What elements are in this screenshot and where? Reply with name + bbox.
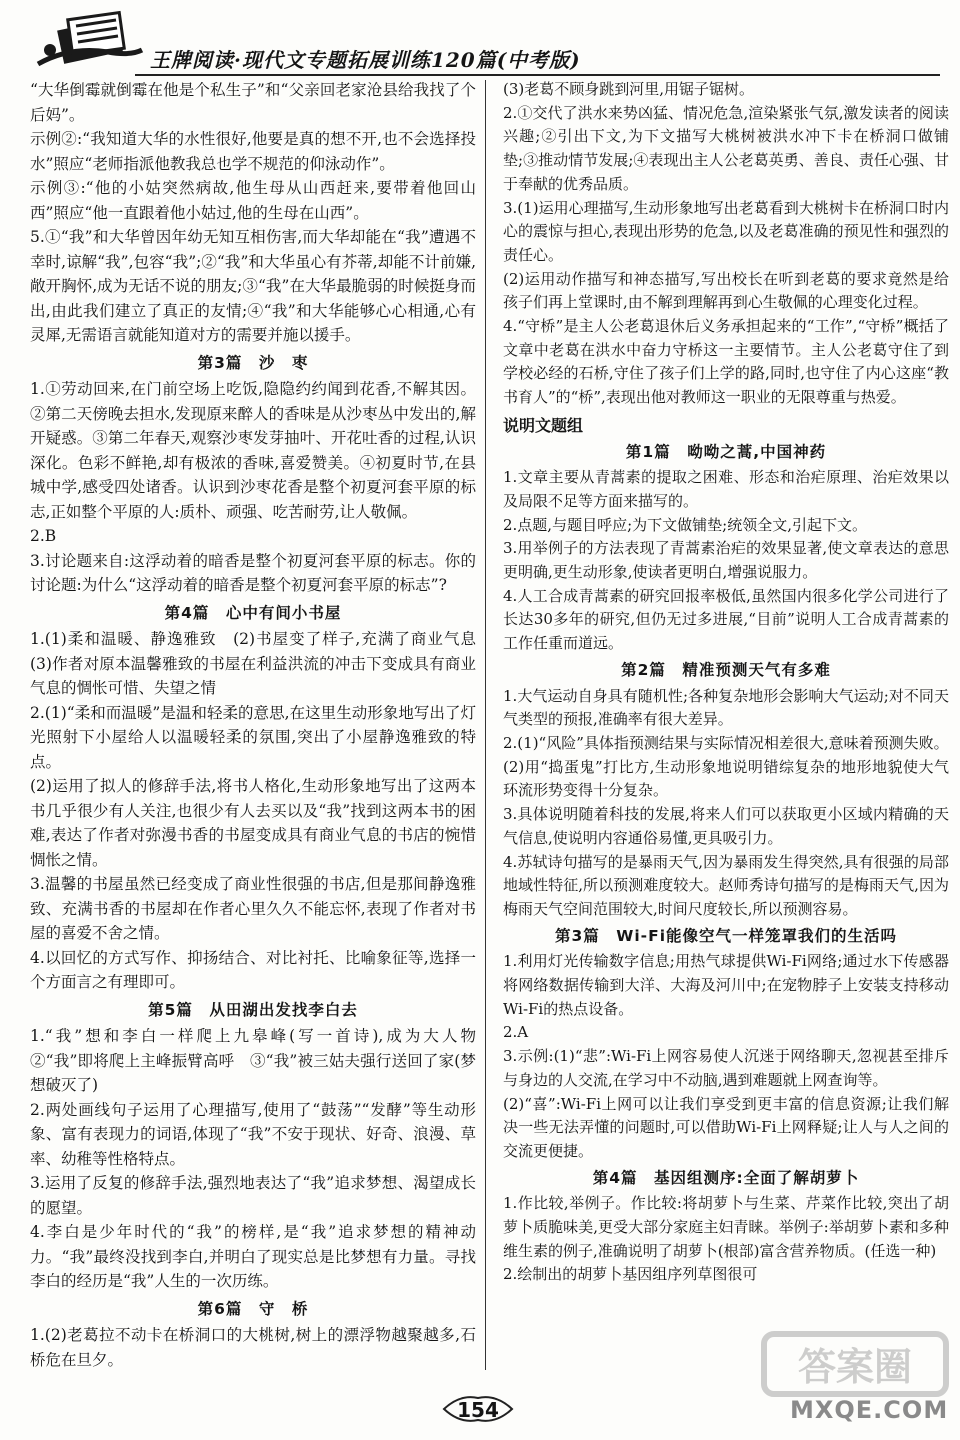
section-title: 第3篇 Wi-Fi能像空气一样笼罩我们的生活吗 <box>554 926 898 945</box>
watermark-text: MXQE.COM <box>790 1396 949 1424</box>
answer-paragraph: 1.(2)老葛拉不动卡在桥洞口的大桃树,树上的漂浮物越聚越多,石桥危在旦夕。 <box>30 1326 476 1369</box>
answer-paragraph: 2.①交代了洪水来势凶猛、情况危急,渲染紧张气氛,激发读者的阅读兴趣;②引出下文,为下文描写大桃树被洪水冲下卡在桥洞口做铺垫;③推动情节发展;④表现出主人公老葛英勇、善良、责任心强、甘于奉献的优秀品质。 <box>503 103 949 193</box>
page-number: 154 <box>457 1398 499 1422</box>
section-title: 第1篇 呦呦之蒿,中国神药 <box>625 442 827 461</box>
answer-paragraph: 1.文章主要从青蒿素的提取之困难、形态和治疟原理、治疟效果以及局限不足等方面来描写的。 <box>503 468 949 510</box>
answer-paragraph: 3.运用了反复的修辞手法,强烈地表达了“我”追求梦想、渴望成长的愿望。 <box>30 1174 476 1217</box>
answer-paragraph: 4.“守桥”是主人公老葛退休后义务承担起来的“工作”,“守桥”概括了文章中老葛在洪水中奋力守桥这一主要情节。主人公老葛守住了到学校必经的石桥,守住了孩子们上学的路,同时,也守住了内心这座“教书育人”的“桥”,表现出他对教师这一职业的无限尊重与热爱。 <box>503 317 949 407</box>
header-rule <box>135 74 940 76</box>
answer-paragraph: 3.(1)运用心理描写,生动形象地写出老葛看到大桃树卡在桥洞口时内心的震惊与担心,表现出形势的危急,以及老葛准确的预见性和强烈的责任心。 <box>503 198 949 264</box>
answer-paragraph: 3.温馨的书屋虽然已经变成了商业性很强的书店,但是那间静逸雅致、充满书香的书屋却在作者心里久久不能忘怀,表现了作者对书屋的喜爱不舍之情。 <box>30 875 476 942</box>
answer-paragraph: 5.①“我”和大华曾因年幼无知互相伤害,而大华却能在“我”遭遇不幸时,谅解“我”,包容“我”;②“我”和大华虽心有芥蒂,却能不计前嫌,敞开胸怀,成为无话不说的朋友;③“我”在大华最脆弱的时候挺身而出,由此我们建立了真正的友情;④“我”和大华能够心心相通,心有灵犀,无需语言就能知道对方的需要并施以援手。 <box>30 228 476 344</box>
answer-paragraph: 1.“我”想和李白一样爬上九皋峰(写一首诗),成为大人物 ②“我”即将爬上主峰振臂高呼 ③“我”被三姑夫强行送回了家(梦想破灭了) <box>30 1027 492 1094</box>
answer-paragraph: 1.(1)柔和温暖、静逸雅致 (2)书屋变了样子,充满了商业气息 (3)作者对原本温馨雅致的书屋在利益洪流的冲击下变成具有商业气息的惆怅可惜、失望之情 <box>30 630 492 697</box>
answer-paragraph: 3.用举例子的方法表现了青蒿素治疟的效果显著,使文章表达的意思更明确,更生动形象,使读者更明白,增强说服力。 <box>503 539 949 582</box>
group-title: 说明文题组 <box>503 415 584 435</box>
answer-paragraph: (2)用“捣蛋鬼”打比方,生动形象地说明错综复杂的地形地貌使大气环流形势变得十分复杂。 <box>503 757 949 800</box>
page-header <box>0 0 960 78</box>
column-divider <box>485 80 486 1370</box>
answer-paragraph: 2.(1)“风险”具体指预测结果与实际情况相差很大,意味着预测失败。 <box>503 733 949 752</box>
book-logo-icon <box>30 6 148 72</box>
answer-paragraph: 4.李白是少年时代的“我”的榜样,是“我”追求梦想的精神动力。“我”最终没找到李白,并明白了现实总是比梦想有力量。寻找李白的经历是“我”人生的一次历练。 <box>30 1223 476 1290</box>
answer-paragraph: 3.具体说明随着科技的发展,将来人们可以获取更小区域内精确的天气信息,使说明内容通俗易懂,更具吸引力。 <box>503 805 949 847</box>
header-title: 王牌阅读·现代文专题拓展训练120篇(中考版) <box>150 48 581 72</box>
watermark-label: 答案圈 <box>797 1345 913 1389</box>
answer-paragraph: 2.(1)“柔和而温暖”是温和轻柔的意思,在这里生动形象地写出了灯光照射下小屋给人以温暖轻柔的氛围,突出了小屋静逸雅致的特点。 <box>30 703 476 771</box>
section-title: 第5篇 从田湖出发找李白去 <box>148 1000 358 1019</box>
answer-paragraph: 示例③:“他的小姑突然病故,他生母从山西赶来,要带着他回山西”照应“他一直跟着他小姑过,他的生母在山西”。 <box>30 179 476 222</box>
answer-paragraph: 示例②:“我知道大华的水性很好,他要是真的想不开,也不会选择投水”照应“老师指派他教我总也学不规范的仰泳动作”。 <box>30 130 476 173</box>
answer-paragraph: 4.人工合成青蒿素的研究回报率极低,虽然国内很多化学公司进行了长达30多年的研究,但仍无过多进展,“目前”说明人工合成青蒿素的工作任重而道远。 <box>503 586 949 653</box>
answer-paragraph: 2.B <box>30 527 57 545</box>
section-title: 第4篇 心中有间小书屋 <box>164 603 342 622</box>
answer-paragraph: 1.大气运动自身具有随机性;各种复杂地形会影响大气运动;对不同天气类型的预报,准确率有很大差异。 <box>503 686 949 729</box>
answer-paragraph: 3.讨论题来自:这浮动着的暗香是整个初夏河套平原的标志。你的讨论题:为什么“这浮动着的暗香是整个初夏河套平原的标志”? <box>30 551 476 594</box>
section-title: 第2篇 精准预测天气有多难 <box>621 660 831 679</box>
answer-paragraph: 4.以回忆的方式写作、抑扬结合、对比衬托、比喻象征等,选择一个方面言之有理即可。 <box>30 948 476 991</box>
section-title: 第6篇 守 桥 <box>197 1299 309 1318</box>
answer-paragraph: “大华倒霉就倒霉在他是个私生子”和“父亲回老家沧县给我找了个后妈”。 <box>30 81 476 124</box>
section-title: 第4篇 基因组测序:全面了解胡萝卜 <box>592 1168 860 1187</box>
answer-paragraph: 2.点题,与题目呼应;为下文做铺垫;统领全文,引起下文。 <box>503 515 867 534</box>
answer-paragraph: (2)运用动作描写和神态描写,写出校长在听到老葛的要求竟然是给孩子们再上堂课时,由不解到理解再到心生敬佩的心理变化过程。 <box>503 269 949 312</box>
answer-paragraph: 1.作比较,举例子。作比较:将胡萝卜与生菜、芹菜作比较,突出了胡萝卜质脆味美,更受大部分家庭主妇青睐。举例子:举胡萝卜素和多种维生素的例子,准确说明了胡萝卜(根部)富含营养物质。(任选一种) <box>503 1194 949 1260</box>
answer-paragraph: 1.利用灯光传输数字信息;用热气球提供Wi-Fi网络;通过水下传感器将网络数据传输到大洋、大海及河川中;在宠物脖子上安装支持移动Wi-Fi的热点设备。 <box>503 952 949 1018</box>
answer-paragraph: 2.A <box>503 1023 529 1042</box>
right-column <box>503 78 949 1287</box>
answer-paragraph: 4.苏轼诗句描写的是暴雨天气,因为暴雨发生得突然,具有很强的局部地域性特征,所以预测难度较大。赵师秀诗句描写的是梅雨天气,因为梅雨天气空间范围较大,时间尺度较长,所以预测容易。 <box>503 852 949 918</box>
answer-paragraph: (2)运用了拟人的修辞手法,将书人格化,生动形象地写出了这两本书几乎很少有人关注,也很少有人去买以及“我”找到这两本书的困难,表达了作者对弥漫书香的书屋变成具有商业气息的书店的惋惜惆怅之情。 <box>30 777 476 869</box>
answer-paragraph: 2.两处画线句子运用了心理描写,使用了“鼓荡”“发酵”等生动形象、富有表现力的词语,体现了“我”不安于现状、好奇、浪漫、草率、幼稚等性格特点。 <box>30 1100 476 1168</box>
answer-paragraph: 3.示例:(1)“悲”:Wi-Fi上网容易使人沉迷于网络聊天,忽视甚至排斥与身边的人交流,在学习中不动脑,遇到难题就上网查询等。 <box>503 1047 949 1089</box>
answer-paragraph: (2)“喜”:Wi-Fi上网可以让我们享受到更丰富的信息资源;让我们解决一些无法弄懂的问题时,可以借助Wi-Fi上网释疑;让人与人之间的交流更便捷。 <box>503 1094 949 1160</box>
answer-paragraph: 1.①劳动回来,在门前空场上吃饭,隐隐约约闻到花香,不解其因。②第二天傍晚去担水,发现原来醉人的香味是从沙枣丛中发出的,解开疑惑。③第二年春天,观察沙枣发芽抽叶、开花吐香的过程,认识深化。色彩不鲜艳,却有极浓的香味,喜爱赞美。④初夏时节,在县城中学,感受四处诸香。认识到沙枣花香是整个初夏河套平原的标志,正如整个平原的人:质朴、顽强、吃苦耐劳,让人敬佩。 <box>30 380 476 521</box>
answer-paragraph: (3)老葛不顾身跳到河里,用锯子锯树。 <box>503 80 755 98</box>
answer-paragraph: 2.绘制出的胡萝卜基因组序列草图很可 <box>503 1265 758 1284</box>
left-column <box>30 78 492 1372</box>
section-title: 第3篇 沙 枣 <box>197 353 309 372</box>
